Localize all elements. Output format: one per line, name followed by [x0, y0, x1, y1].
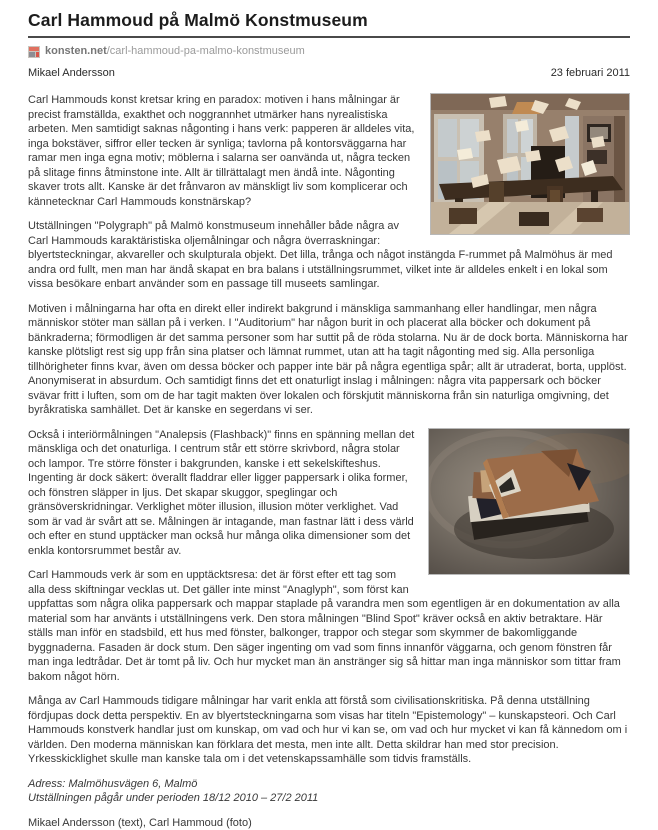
source-link[interactable] — [45, 45, 305, 58]
credits-line: Mikael Andersson (text), Carl Hammoud (foto) — [28, 816, 630, 830]
source-row — [28, 45, 630, 58]
source-path: /carl-hammoud-pa-malmo-konstmuseum — [107, 45, 305, 58]
paragraph-4: Också i interiörmålningen "Analepsis (Flashback)" finns en spänning mellan det mänskliga och det onaturliga. I centrum står ett större skrivbord, några stolar och lampor. Tre större fönster i bakgrunden, kanske i ett sekelskifteshus. Ingenting är dock säkert: överallt fladdrar eller ligger pappersark i olika former, och fönstren släpper in ljus. Det skapar skuggor, speglingar och gränsöverskridningar. Verklighet möter illusion, illusion möter verklighet. Vad som är vad är svårt att se. Målningen är intagande, man fastnar lätt i dess värld och efter en stund upptäcker man också hur många olika dimensioner som det enkla kontorsrummet består av. — [28, 428, 630, 559]
title-divider — [28, 36, 630, 38]
paragraph-2: Utställningen "Polygraph" på Malmö konstmuseum innehåller både några av Carl Hammouds karaktäristiska oljemålningar och några överraskningar: blyertsteckningar, akvareller och skulpturala objekt. Det lilla, trånga och något instängda F-rummet på Malmöhus är med andra ord fullt, men man har ändå skapat en bra balans i utställningsrummet, vilket inte är alldeles enkelt i en lokal som vissa besökare enbart använder som en passage till museets samlingar. — [28, 219, 630, 292]
article-date: 23 februari 2011 — [551, 67, 630, 80]
paragraph-3: Motiven i målningarna har ofta en direkt eller indirekt bakgrund i mänskliga sammanhang eller handlingar, men några människor stöter man sällan på i verken. I "Auditorium" har någon burit in och placerat alla böcker och dokument på bänkraderna; förmodligen är det samma personer som har suttit på de röda stolarna. Nu är de dock borta. Människorna har kanske plötsligt rest sig upp från sina platser och lämnat rummet, utan att ha tagit någonting med sig. Alla personliga tillhörigheter finns kvar, även om dessa böcker och papper inte bär på några egentliga spår; allt är utraderat, borta, upplöst. Anonymiserat in absurdum. Och samtidigt finns det ett onaturligt inslag i målningen: några vita pappersark och böcker svävar fritt i luften, som om de har tagit makten över lokalen och förskjutit människorna från sin naturliga omgivning, det byråkratiska samhället. Det är kanske en segerdans vi ser. — [28, 302, 630, 418]
byline: Mikael Andersson — [28, 67, 115, 80]
source-domain: konsten.net — [45, 45, 107, 58]
konsten-favicon-icon — [28, 46, 40, 58]
exhibition-info — [28, 777, 630, 806]
painting-anaglyph-stack-image — [428, 428, 630, 575]
meta-row — [28, 67, 630, 80]
article-body — [28, 93, 630, 830]
exhibition-address: Adress: Malmöhusvägen 6, Malmö — [28, 777, 630, 792]
interior-painting-graphic — [431, 94, 629, 234]
paragraph-5: Carl Hammouds verk är som en upptäcktsresa: det är först efter ett tag som alla dess skiftningar vecklas ut. Det gäller inte minst "Anaglyph", som först kan uppfattas som några olika pappersark och mappar staplade på varandra men som egentligen är en dokumentation av alla material som har använts i utställningens verk. Den stora målningen "Blind Spot" kräver också en aktiv betraktare. Här ställs man inför en stadsbild, ett hus med fönster, balkonger, trappor och stegar som skymmer de bakomliggande byggnaderna. Fasaden är dock stum. Den säger ingenting om vad som finns innanför väggarna, och genom fönstren får man inga ledtrådar. Det är tomt på liv. Och hur mycket man än anstränger sig så hittar man inga människor som tittar fram bakom något hörn. — [28, 568, 630, 684]
paragraph-1: Carl Hammouds konst kretsar kring en paradox: motiven i hans målningar är precist framställda, exakthet och noggrannhet utmärker hans nyrealistiska arbeten. Men samtidigt saknas någonting i hans verk: papperen är alldeles vita, inga bokstäver, siffror eller tecken är synliga; tavlorna på kontorsväggarna har ramar men inga egna motiv; möblerna i salarna ser oanvända ut, några tecken på slitage finns åtminstone inte. Allt är tillrättalagt men ändå inte. Någonting skaver trots allt. Kanske är det frånvaron av mänskligt liv som komplicerar och kännetecknar Carl Hammouds konstnärskap? — [28, 93, 630, 209]
exhibition-period: Utställningen pågår under perioden 18/12 2010 – 27/2 2011 — [28, 791, 630, 806]
anaglyph-painting-graphic — [429, 429, 629, 574]
page-title: Carl Hammoud på Malmö Konstmuseum — [28, 10, 630, 30]
painting-interior-office-image — [430, 93, 630, 235]
paragraph-6: Många av Carl Hammouds tidigare målningar har varit enkla att förstå som civilisationskritiska. På denna utställning fördjupas dock detta perspektiv. En av blyertsteckningarna som visas har titeln "Epistemology" – kunskapsteori. Och Carl Hammouds konstverk handlar just om kunskap, om vad och hur vi kan se, om vad och hur mycket vi kan få kännedom om i världen. Den moderna människan kan förklara det mesta, men inte allt. Detta skildrar han med stor precision. Yrkesskicklighet skulle man kanske tala om i det vetenskapssamhälle som tidvis framställs. — [28, 694, 630, 767]
